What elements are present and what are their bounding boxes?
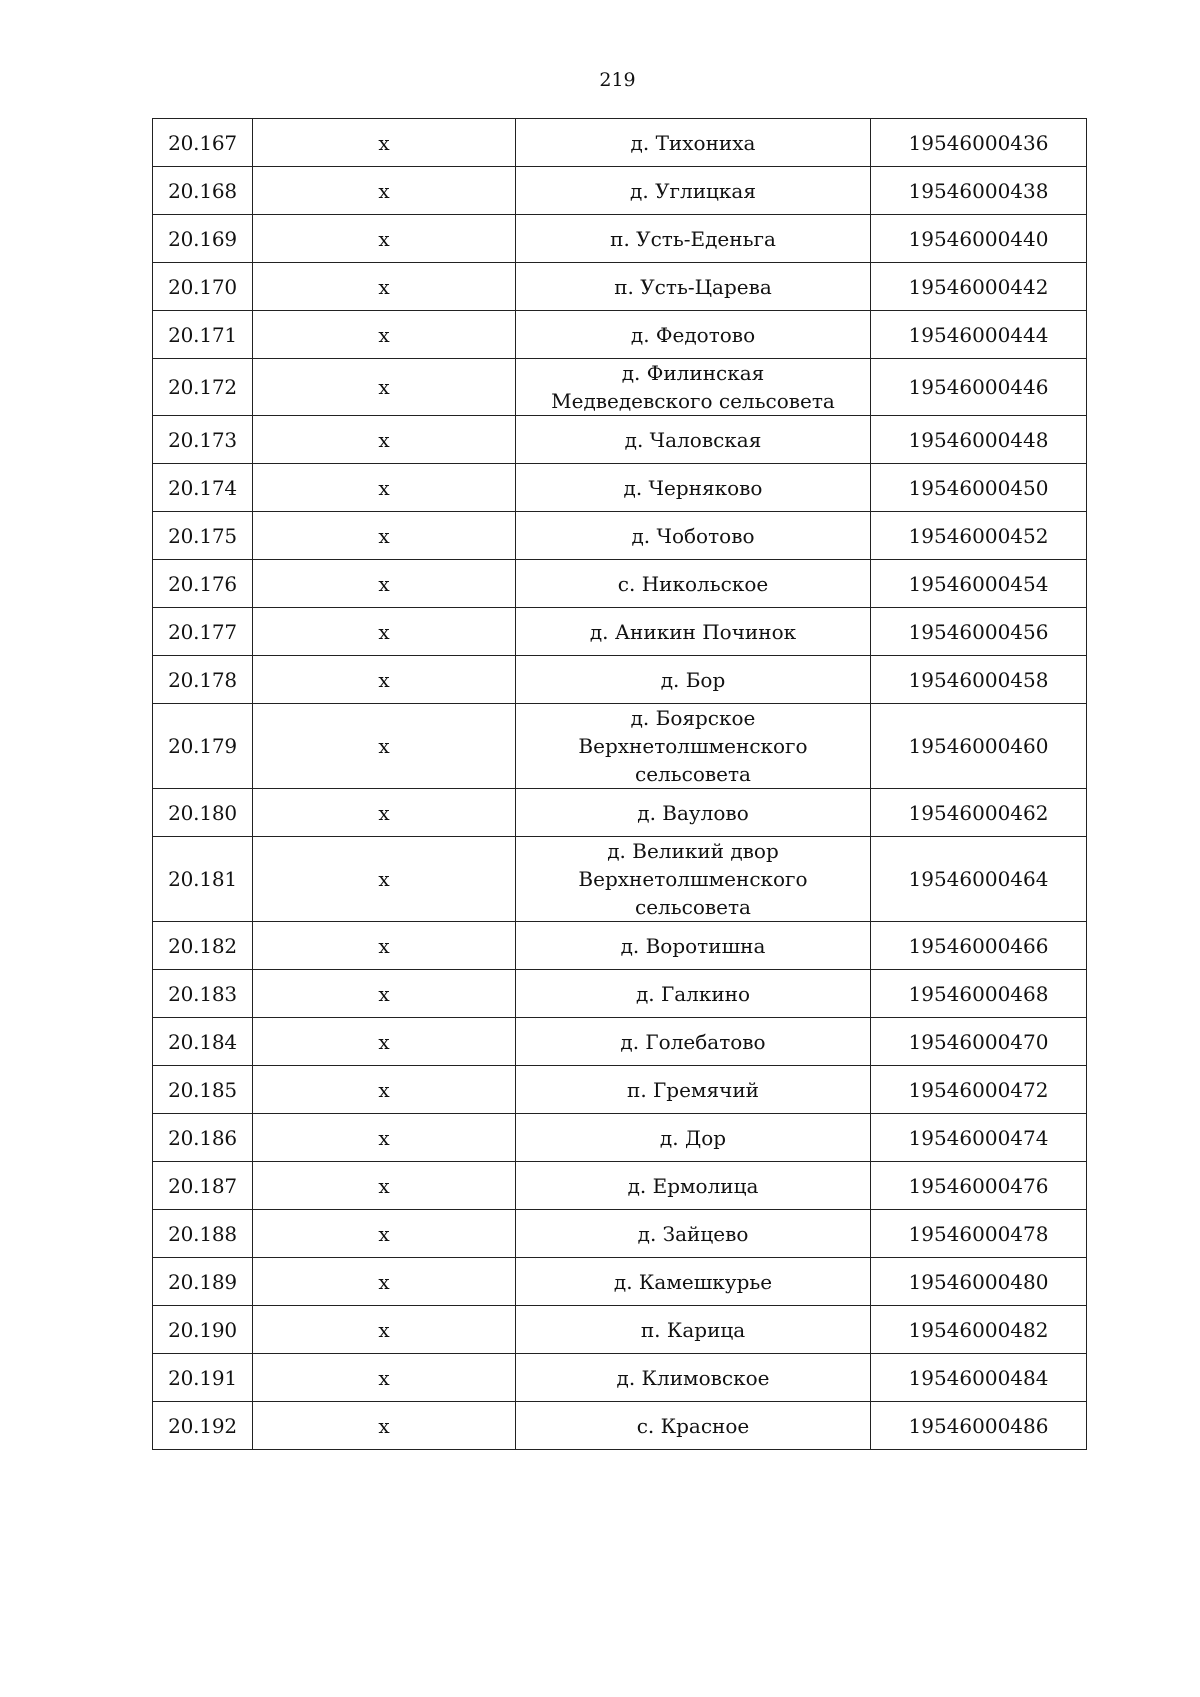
settlement-name-cell xyxy=(516,608,871,656)
settlement-name-line: Верхнетолшменского xyxy=(578,867,808,891)
mark-cell: х xyxy=(253,1354,516,1402)
mark-cell: х xyxy=(253,359,516,416)
settlement-name-line: д. Тихониха xyxy=(630,130,756,155)
settlement-name-line: д. Климовское xyxy=(616,1365,770,1390)
oktmo-code-cell: 19546000468 xyxy=(871,970,1087,1018)
settlement-name-cell xyxy=(516,1306,871,1354)
table-row xyxy=(153,311,1087,359)
mark-cell: х xyxy=(253,311,516,359)
oktmo-code-cell: 19546000450 xyxy=(871,464,1087,512)
row-number-cell: 20.176 xyxy=(153,560,253,608)
settlement-name-cell xyxy=(516,789,871,837)
settlement-name-line: д. Углицкая xyxy=(630,178,756,203)
oktmo-code-cell: 19546000448 xyxy=(871,416,1087,464)
row-number-cell: 20.189 xyxy=(153,1258,253,1306)
mark-cell: х xyxy=(253,837,516,922)
row-number-cell: 20.168 xyxy=(153,167,253,215)
mark-cell: х xyxy=(253,1066,516,1114)
oktmo-code-cell: 19546000464 xyxy=(871,837,1087,922)
settlement-name-line: д. Федотово xyxy=(630,322,756,347)
table-row xyxy=(153,608,1087,656)
table-row xyxy=(153,1114,1087,1162)
table-row xyxy=(153,215,1087,263)
settlement-name-line: с. Никольское xyxy=(617,571,769,596)
oktmo-code-cell: 19546000458 xyxy=(871,656,1087,704)
table-row xyxy=(153,1306,1087,1354)
row-number-cell: 20.177 xyxy=(153,608,253,656)
table-row xyxy=(153,464,1087,512)
settlement-name-line: д. Камешкурье xyxy=(613,1269,773,1294)
mark-cell: х xyxy=(253,1258,516,1306)
settlement-name-line: д. Аникин Починок xyxy=(589,619,797,644)
settlement-name-line: д. Черняково xyxy=(623,475,763,500)
settlement-name-line: Верхнетолшменского xyxy=(578,734,808,758)
table-row xyxy=(153,837,1087,922)
settlement-name-line: сельсовета xyxy=(635,762,751,786)
row-number-cell: 20.178 xyxy=(153,656,253,704)
settlement-name-line: д. Голебатово xyxy=(620,1029,766,1054)
table-row xyxy=(153,263,1087,311)
row-number-cell: 20.170 xyxy=(153,263,253,311)
oktmo-code-cell: 19546000478 xyxy=(871,1210,1087,1258)
oktmo-code-cell: 19546000472 xyxy=(871,1066,1087,1114)
settlement-name-line: с. Красное xyxy=(636,1413,750,1438)
table-row xyxy=(153,1258,1087,1306)
settlement-name-line: д. Зайцево xyxy=(637,1221,749,1246)
row-number-cell: 20.190 xyxy=(153,1306,253,1354)
table-row xyxy=(153,1162,1087,1210)
settlements-table xyxy=(152,118,1087,1450)
mark-cell: х xyxy=(253,1402,516,1450)
mark-cell: х xyxy=(253,1210,516,1258)
mark-cell: х xyxy=(253,1306,516,1354)
settlement-name-line: д. Галкино xyxy=(635,981,751,1006)
mark-cell: х xyxy=(253,1018,516,1066)
settlement-name-line: д. Чаловская xyxy=(624,427,762,452)
row-number-cell: 20.173 xyxy=(153,416,253,464)
mark-cell: х xyxy=(253,608,516,656)
oktmo-code-cell: 19546000486 xyxy=(871,1402,1087,1450)
row-number-cell: 20.186 xyxy=(153,1114,253,1162)
row-number-cell: 20.187 xyxy=(153,1162,253,1210)
settlement-name-cell xyxy=(516,1162,871,1210)
settlement-name-cell xyxy=(516,1114,871,1162)
settlement-name-line: д. Ермолица xyxy=(627,1173,759,1198)
settlement-name-cell xyxy=(516,1066,871,1114)
settlement-name-line: д. Ваулово xyxy=(637,800,749,825)
settlement-name-cell xyxy=(516,119,871,167)
settlement-name-line: сельсовета xyxy=(635,895,751,919)
mark-cell: х xyxy=(253,560,516,608)
oktmo-code-cell: 19546000454 xyxy=(871,560,1087,608)
oktmo-code-cell: 19546000436 xyxy=(871,119,1087,167)
row-number-cell: 20.171 xyxy=(153,311,253,359)
table-row xyxy=(153,512,1087,560)
table-row xyxy=(153,1210,1087,1258)
mark-cell: х xyxy=(253,1114,516,1162)
settlement-name-line: п. Карица xyxy=(640,1317,746,1342)
table-row xyxy=(153,560,1087,608)
settlement-name-line: п. Гремячий xyxy=(627,1077,759,1102)
settlement-name-cell xyxy=(516,1402,871,1450)
settlement-name-cell xyxy=(516,837,871,922)
settlement-name-cell xyxy=(516,560,871,608)
row-number-cell: 20.192 xyxy=(153,1402,253,1450)
settlement-name-line: п. Усть-Еденьга xyxy=(610,226,776,251)
row-number-cell: 20.167 xyxy=(153,119,253,167)
settlement-name-cell xyxy=(516,464,871,512)
settlement-name-cell xyxy=(516,922,871,970)
settlement-name-cell xyxy=(516,263,871,311)
mark-cell: х xyxy=(253,789,516,837)
settlement-name-cell xyxy=(516,311,871,359)
mark-cell: х xyxy=(253,1162,516,1210)
row-number-cell: 20.188 xyxy=(153,1210,253,1258)
mark-cell: х xyxy=(253,215,516,263)
row-number-cell: 20.184 xyxy=(153,1018,253,1066)
table-row xyxy=(153,1402,1087,1450)
oktmo-code-cell: 19546000452 xyxy=(871,512,1087,560)
table-body xyxy=(153,119,1087,1450)
oktmo-code-cell: 19546000440 xyxy=(871,215,1087,263)
table-row xyxy=(153,789,1087,837)
table-row xyxy=(153,1354,1087,1402)
row-number-cell: 20.179 xyxy=(153,704,253,789)
row-number-cell: 20.183 xyxy=(153,970,253,1018)
mark-cell: х xyxy=(253,656,516,704)
table-row xyxy=(153,656,1087,704)
table-row xyxy=(153,1066,1087,1114)
oktmo-code-cell: 19546000444 xyxy=(871,311,1087,359)
table-row xyxy=(153,167,1087,215)
oktmo-code-cell: 19546000482 xyxy=(871,1306,1087,1354)
settlement-name-cell xyxy=(516,512,871,560)
oktmo-code-cell: 19546000456 xyxy=(871,608,1087,656)
row-number-cell: 20.180 xyxy=(153,789,253,837)
settlement-name-line: д. Филинская xyxy=(621,361,765,385)
table-row xyxy=(153,922,1087,970)
table-row xyxy=(153,359,1087,416)
oktmo-code-cell: 19546000438 xyxy=(871,167,1087,215)
oktmo-code-cell: 19546000474 xyxy=(871,1114,1087,1162)
mark-cell: х xyxy=(253,263,516,311)
settlement-name-cell xyxy=(516,359,871,416)
mark-cell: х xyxy=(253,922,516,970)
settlement-name-cell xyxy=(516,1210,871,1258)
mark-cell: х xyxy=(253,464,516,512)
oktmo-code-cell: 19546000476 xyxy=(871,1162,1087,1210)
settlement-name-cell xyxy=(516,1258,871,1306)
row-number-cell: 20.172 xyxy=(153,359,253,416)
mark-cell: х xyxy=(253,167,516,215)
settlement-name-line: д. Бор xyxy=(660,667,726,692)
settlement-name-cell xyxy=(516,167,871,215)
settlement-name-cell xyxy=(516,970,871,1018)
settlement-name-line: д. Воротишна xyxy=(620,933,766,958)
row-number-cell: 20.174 xyxy=(153,464,253,512)
settlement-name-line: п. Усть-Царева xyxy=(614,274,772,299)
row-number-cell: 20.175 xyxy=(153,512,253,560)
settlement-name-cell xyxy=(516,416,871,464)
settlement-name-line: д. Великий двор xyxy=(607,839,779,863)
mark-cell: х xyxy=(253,119,516,167)
oktmo-code-cell: 19546000480 xyxy=(871,1258,1087,1306)
page-number: 219 xyxy=(599,69,636,91)
table-row xyxy=(153,416,1087,464)
mark-cell: х xyxy=(253,704,516,789)
row-number-cell: 20.185 xyxy=(153,1066,253,1114)
table-row xyxy=(153,119,1087,167)
settlement-name-line: д. Боярское xyxy=(630,706,756,730)
oktmo-code-cell: 19546000446 xyxy=(871,359,1087,416)
settlement-name-line: д. Чоботово xyxy=(631,523,755,548)
settlement-name-cell xyxy=(516,704,871,789)
table-row xyxy=(153,1018,1087,1066)
oktmo-code-cell: 19546000442 xyxy=(871,263,1087,311)
settlement-name-line: Медведевского сельсовета xyxy=(551,389,835,413)
settlement-name-cell xyxy=(516,1354,871,1402)
settlement-name-cell xyxy=(516,215,871,263)
oktmo-code-cell: 19546000466 xyxy=(871,922,1087,970)
oktmo-code-cell: 19546000462 xyxy=(871,789,1087,837)
row-number-cell: 20.191 xyxy=(153,1354,253,1402)
oktmo-code-cell: 19546000460 xyxy=(871,704,1087,789)
oktmo-code-cell: 19546000484 xyxy=(871,1354,1087,1402)
row-number-cell: 20.182 xyxy=(153,922,253,970)
mark-cell: х xyxy=(253,512,516,560)
settlement-name-cell xyxy=(516,1018,871,1066)
settlement-name-line: д. Дор xyxy=(659,1125,727,1150)
oktmo-code-cell: 19546000470 xyxy=(871,1018,1087,1066)
row-number-cell: 20.169 xyxy=(153,215,253,263)
settlement-name-cell xyxy=(516,656,871,704)
table-row xyxy=(153,704,1087,789)
mark-cell: х xyxy=(253,970,516,1018)
mark-cell: х xyxy=(253,416,516,464)
row-number-cell: 20.181 xyxy=(153,837,253,922)
table-row xyxy=(153,970,1087,1018)
